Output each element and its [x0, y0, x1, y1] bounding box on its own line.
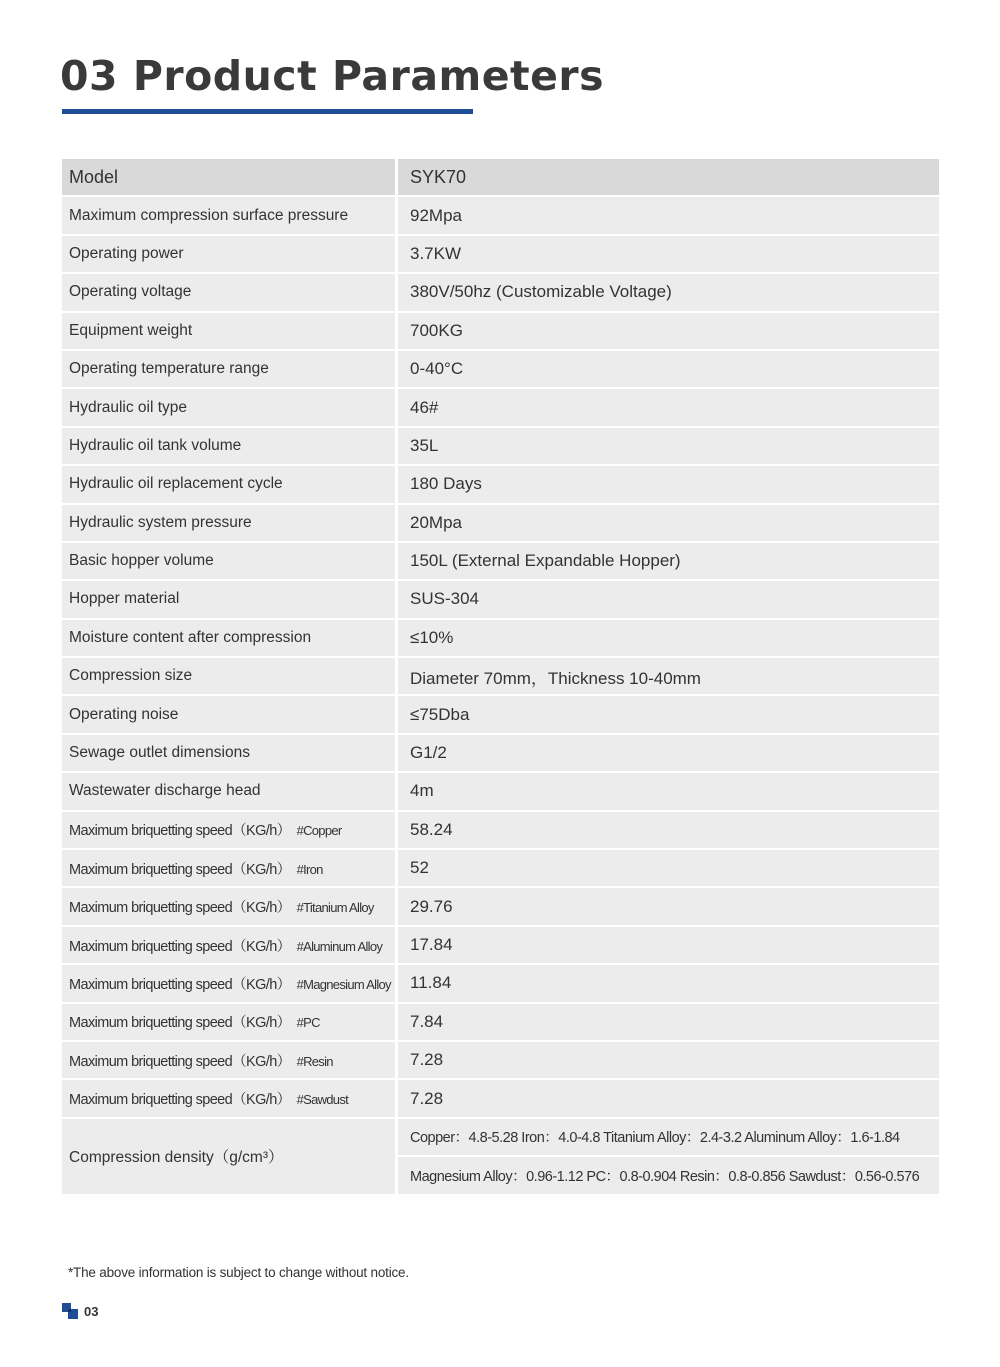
footnote: *The above information is subject to change without notice.	[68, 1265, 409, 1280]
table-row	[62, 888, 939, 926]
table-header-row	[62, 159, 939, 197]
speed-value: 7.84	[395, 1004, 939, 1042]
table-row	[62, 965, 939, 1003]
speed-value: 29.76	[395, 888, 939, 926]
speed-material: #Iron	[296, 861, 323, 877]
param-label: Basic hopper volume	[62, 543, 395, 581]
speed-value: 52	[395, 850, 939, 888]
speed-value: 17.84	[395, 927, 939, 965]
param-label: Moisture content after compression	[62, 620, 395, 658]
speed-label-text: Maximum briquetting speed（KG/h）	[69, 1053, 291, 1070]
param-value: G1/2	[395, 735, 939, 773]
speed-label	[62, 850, 395, 888]
speed-label-text: Maximum briquetting speed（KG/h）	[69, 861, 291, 878]
speed-value: 58.24	[395, 812, 939, 850]
table-row	[62, 1119, 939, 1157]
speed-label	[62, 888, 395, 926]
speed-material: #PC	[296, 1015, 320, 1031]
speed-label	[62, 812, 395, 850]
table-row	[62, 658, 939, 696]
table-row	[62, 197, 939, 235]
param-value: SUS-304	[395, 581, 939, 619]
param-label: Operating power	[62, 236, 395, 274]
header-value: SYK70	[395, 159, 939, 197]
param-value: 92Mpa	[395, 197, 939, 235]
table-row	[62, 428, 939, 466]
table-row	[62, 274, 939, 312]
table-row	[62, 812, 939, 850]
parameters-table	[62, 159, 939, 1196]
table-row	[62, 927, 939, 965]
density-values-line2: Magnesium Alloy：0.96-1.12 PC：0.8-0.904 Resin：0.8-0.856 Sawdust：0.56-0.576	[395, 1157, 939, 1195]
table-row	[62, 620, 939, 658]
speed-label-text: Maximum briquetting speed（KG/h）	[69, 900, 291, 917]
table-row	[62, 466, 939, 504]
density-values-line1: Copper：4.8-5.28 Iron：4.0-4.8 Titanium Alloy：2.4-3.2 Aluminum Alloy：1.6-1.84	[395, 1119, 939, 1157]
table-row	[62, 543, 939, 581]
speed-material: #Aluminum Alloy	[296, 938, 383, 954]
speed-label-text: Maximum briquetting speed（KG/h）	[69, 1015, 291, 1032]
table-row	[62, 351, 939, 389]
param-value: 35L	[395, 428, 939, 466]
param-label: Hopper material	[62, 581, 395, 619]
speed-label	[62, 965, 395, 1003]
param-label: Hydraulic system pressure	[62, 505, 395, 543]
header-label: Model	[62, 159, 395, 197]
speed-label	[62, 927, 395, 965]
table-row	[62, 389, 939, 427]
table-row	[62, 505, 939, 543]
param-label: Hydraulic oil replacement cycle	[62, 466, 395, 504]
param-value: 180 Days	[395, 466, 939, 504]
param-label: Operating voltage	[62, 274, 395, 312]
table-row	[62, 850, 939, 888]
speed-material: #Resin	[296, 1053, 333, 1069]
speed-material: #Sawdust	[296, 1092, 349, 1108]
speed-material: #Copper	[296, 823, 342, 839]
speed-label	[62, 1004, 395, 1042]
param-value: ≤10%	[395, 620, 939, 658]
speed-material: #Magnesium Alloy	[296, 976, 391, 992]
table-row	[62, 581, 939, 619]
speed-label-text: Maximum briquetting speed（KG/h）	[69, 823, 291, 840]
table-row	[62, 236, 939, 274]
param-value: 3.7KW	[395, 236, 939, 274]
param-label: Sewage outlet dimensions	[62, 735, 395, 773]
speed-material: #Titanium Alloy	[296, 900, 374, 916]
speed-label-text: Maximum briquetting speed（KG/h）	[69, 1092, 291, 1109]
speed-label-text: Maximum briquetting speed（KG/h）	[69, 938, 291, 955]
table-row	[62, 696, 939, 734]
param-label: Wastewater discharge head	[62, 773, 395, 811]
table-row	[62, 1004, 939, 1042]
page-title: 03 Product Parameters	[60, 52, 605, 100]
speed-value: 11.84	[395, 965, 939, 1003]
table-row	[62, 313, 939, 351]
title-underline	[62, 109, 473, 114]
page-number: 03	[84, 1304, 99, 1319]
speed-label	[62, 1080, 395, 1118]
param-value: Diameter 70mm，Thickness 10-40mm	[395, 658, 939, 696]
density-label: Compression density（g/cm³）	[62, 1119, 395, 1196]
param-label: Hydraulic oil type	[62, 389, 395, 427]
speed-value: 7.28	[395, 1080, 939, 1118]
param-value: 150L (External Expandable Hopper)	[395, 543, 939, 581]
param-label: Operating temperature range	[62, 351, 395, 389]
param-value: 46#	[395, 389, 939, 427]
table-row	[62, 1080, 939, 1118]
param-value: 4m	[395, 773, 939, 811]
param-value: ≤75Dba	[395, 696, 939, 734]
speed-label	[62, 1042, 395, 1080]
speed-value: 7.28	[395, 1042, 939, 1080]
param-value: 700KG	[395, 313, 939, 351]
param-label: Operating noise	[62, 696, 395, 734]
table-row	[62, 1042, 939, 1080]
speed-label-text: Maximum briquetting speed（KG/h）	[69, 976, 291, 993]
table-row	[62, 773, 939, 811]
param-label: Equipment weight	[62, 313, 395, 351]
table-row	[62, 735, 939, 773]
param-value: 380V/50hz (Customizable Voltage)	[395, 274, 939, 312]
param-label: Hydraulic oil tank volume	[62, 428, 395, 466]
param-label: Maximum compression surface pressure	[62, 197, 395, 235]
page-marker-icon	[62, 1303, 78, 1319]
param-value: 0-40°C	[395, 351, 939, 389]
param-value: 20Mpa	[395, 505, 939, 543]
param-label: Compression size	[62, 658, 395, 696]
